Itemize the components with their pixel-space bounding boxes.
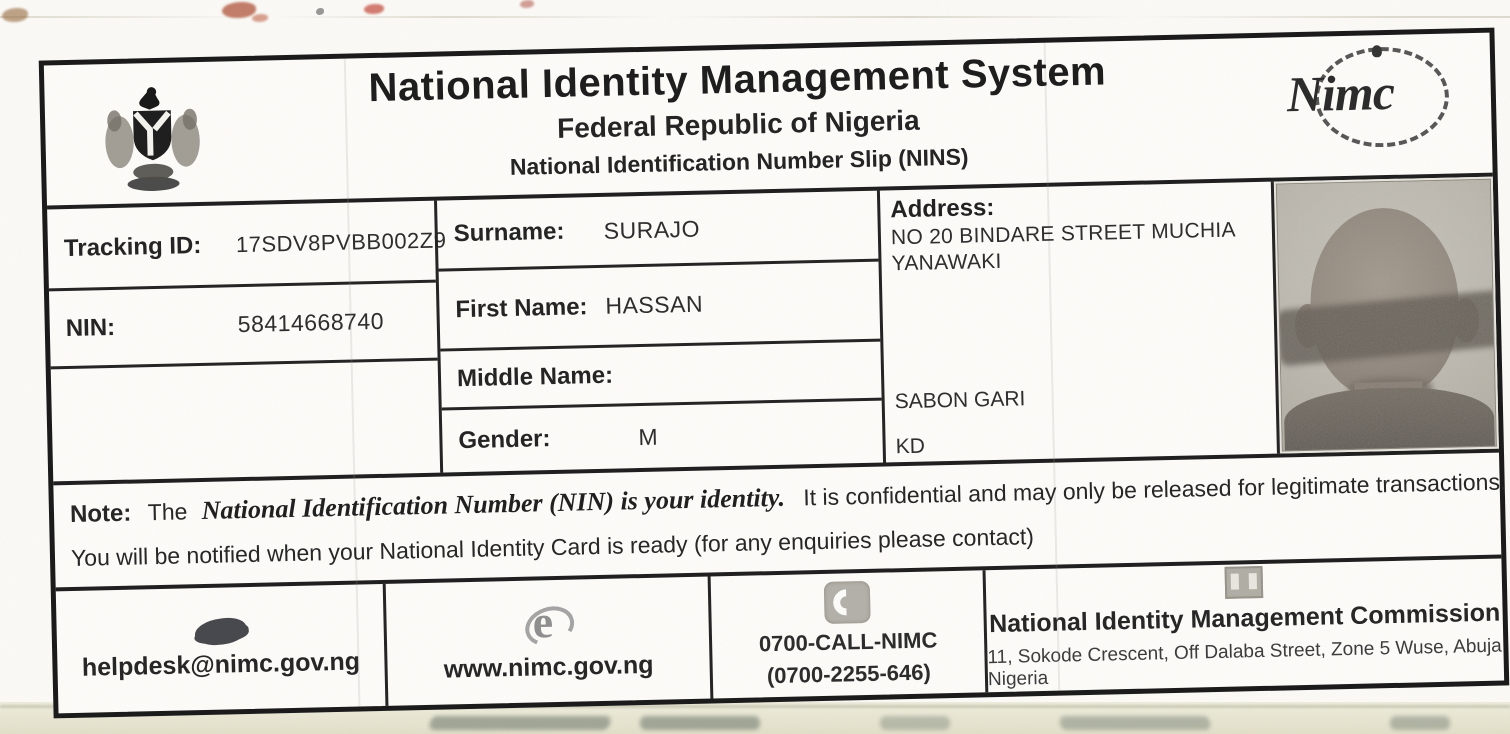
nin-slip-document — [39, 28, 1510, 719]
scan-artifact-blob — [316, 8, 324, 15]
identity-data-table — [47, 173, 1499, 486]
surname-label: Surname: — [453, 217, 565, 248]
column-ids — [47, 201, 447, 482]
surname-value: SURAJO — [603, 215, 701, 244]
middle-name-label: Middle Name: — [456, 361, 614, 393]
address-label: Address: — [890, 193, 995, 224]
address-line2: YANAWAKI — [891, 249, 1002, 276]
nin-label: NIN: — [65, 313, 116, 342]
bleed-mark — [429, 716, 612, 730]
holder-photo — [1276, 179, 1497, 452]
first-name-label: First Name: — [455, 292, 588, 323]
note-prefix: The — [147, 498, 188, 526]
first-name-row — [439, 262, 881, 352]
building-icon — [1225, 565, 1264, 598]
gender-row — [442, 401, 883, 473]
phone-icon — [824, 581, 871, 624]
nimc-logo-mark — [1372, 45, 1382, 57]
page-title: National Identity Management System — [368, 49, 1107, 111]
bleed-mark — [1390, 716, 1450, 730]
tracking-id-value: 17SDV8PVBB002Z9 — [235, 226, 447, 257]
website-cell — [386, 576, 714, 705]
tracking-id-row — [47, 201, 447, 292]
commission-name: National Identity Management Commission — [988, 598, 1501, 638]
bleed-mark — [880, 716, 950, 730]
surname-row — [437, 191, 878, 272]
bleed-mark — [640, 716, 760, 730]
address-line1: NO 20 BINDARE STREET MUCHIA — [890, 218, 1237, 250]
note-italic-text: National Identification Number (NIN) is your identity. — [201, 482, 786, 526]
slip-title: National Identification Number Slip (NINS) — [509, 143, 969, 180]
website-url: www.nimc.gov.ng — [443, 650, 654, 684]
column-names — [434, 191, 883, 473]
nin-row — [49, 283, 438, 370]
scan-artifact-blob — [2, 8, 28, 22]
header-titles — [214, 46, 1262, 188]
commission-cell — [986, 559, 1505, 693]
phone-cell — [711, 570, 989, 698]
note-label: Note: — [69, 499, 132, 529]
phone-line2: (0700-2255-646) — [766, 659, 932, 689]
empty-row — [51, 361, 440, 482]
bleed-mark — [1059, 716, 1211, 730]
notify-line: You will be notified when your National Identity Card is ready (for any enquiries please contact) — [70, 523, 1035, 571]
email-address: helpdesk@nimc.gov.ng — [81, 646, 361, 682]
tracking-id-label: Tracking ID: — [63, 231, 202, 262]
scan-artifact-blob — [520, 0, 534, 8]
address-city: SABON GARI — [894, 387, 1026, 414]
photo-cell — [1271, 177, 1499, 454]
middle-name-row — [440, 342, 881, 411]
gender-label: Gender: — [458, 425, 551, 455]
commission-address: 11, Sokode Crescent, Off Dalaba Street, Zone 5 Wuse, Abuja Nigeria — [987, 635, 1502, 690]
scan-artifact-blob — [252, 14, 268, 22]
first-name-value: HASSAN — [605, 290, 704, 319]
phone-line1: 0700-CALL-NIMC — [758, 627, 938, 657]
browser-icon: e — [524, 600, 571, 647]
nimc-logo — [1286, 45, 1458, 149]
gender-value: M — [638, 423, 659, 450]
nimc-logo-text: Nimc — [1286, 63, 1395, 123]
nigeria-coat-of-arms — [92, 78, 213, 201]
email-icon — [193, 615, 248, 647]
nin-value: 58414668740 — [237, 307, 385, 338]
note-suffix: It is confidential and may only be released for legitimate transactions. — [803, 468, 1507, 511]
scan-artifact-blob — [364, 4, 384, 14]
address-cell — [877, 182, 1277, 463]
page-subtitle: Federal Republic of Nigeria — [556, 104, 920, 144]
email-cell — [56, 584, 389, 713]
photo-grain — [1277, 180, 1496, 451]
address-state: KD — [895, 434, 926, 459]
